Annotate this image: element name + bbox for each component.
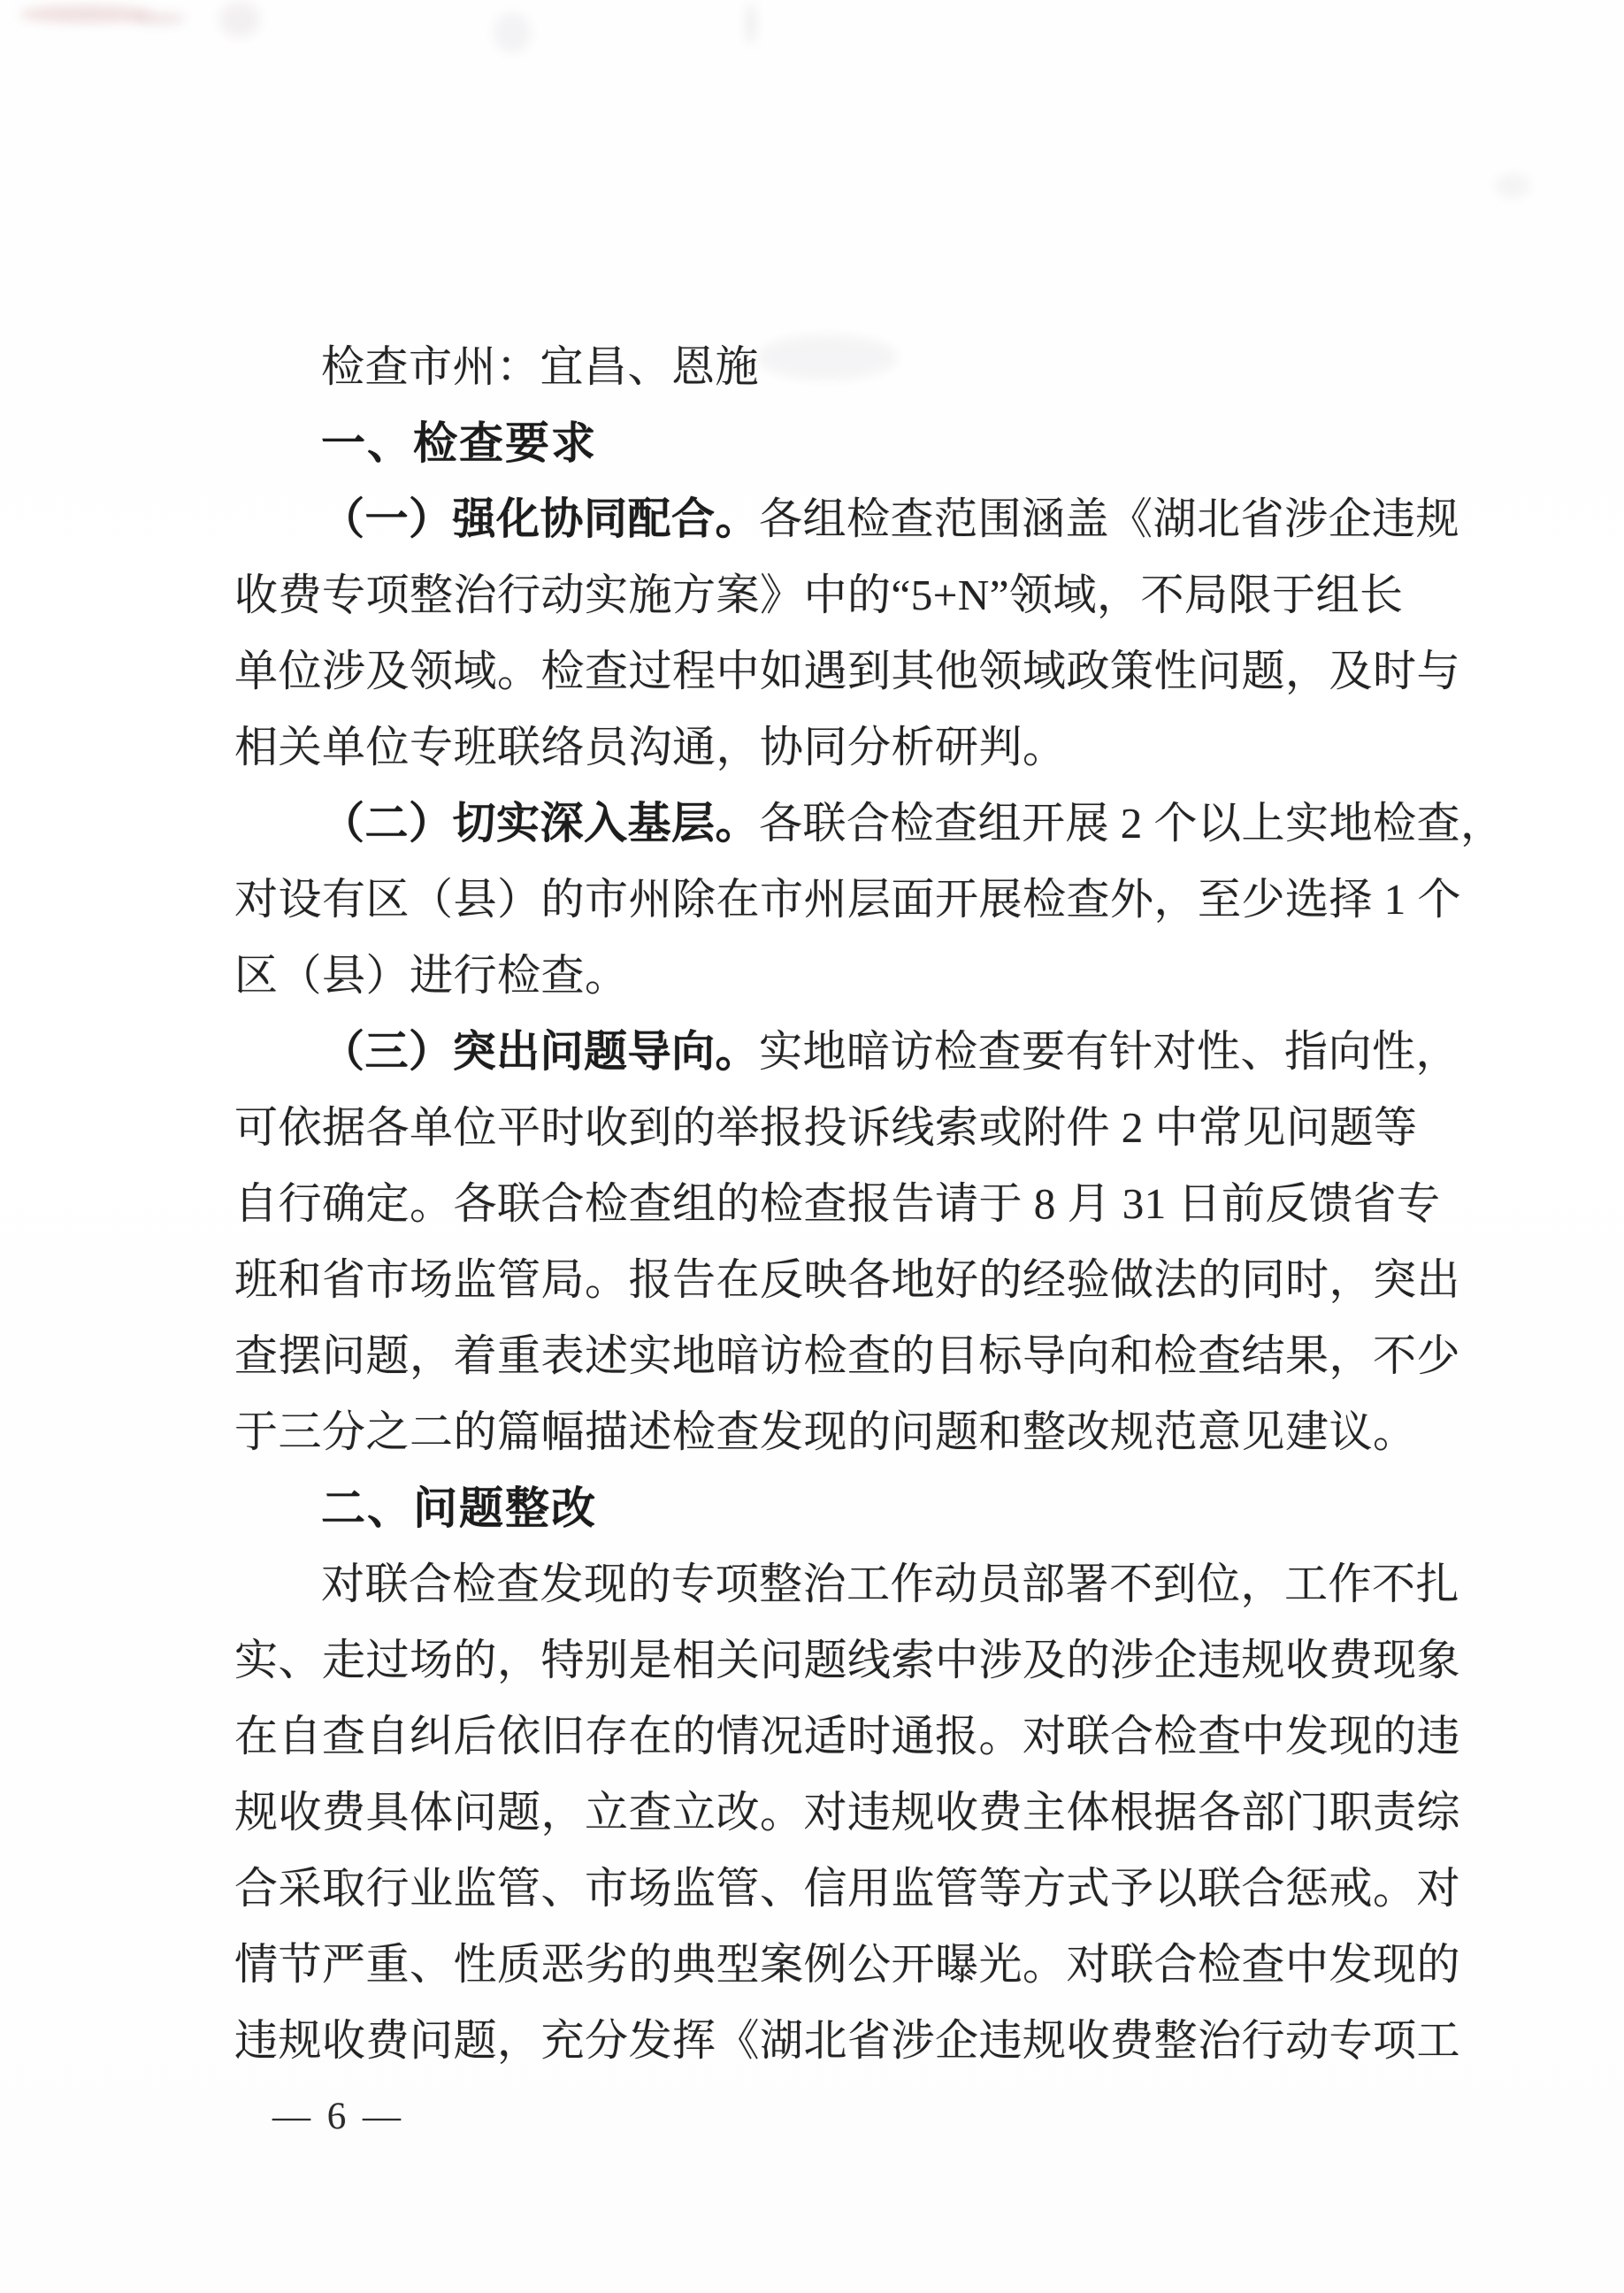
- doc-line: [234, 633, 1461, 709]
- line-text: 班和省市场监管局。报告在反映各地好的经验做法的同时，突出: [234, 1255, 1461, 1304]
- line-text: 查摆问题，着重表述实地暗访检查的目标导向和检查结果，不少: [234, 1331, 1461, 1380]
- doc-line: [234, 1394, 1420, 1470]
- lead-in-bold: （二）切实深入基层。: [321, 799, 760, 847]
- scan-artifact: [494, 12, 531, 53]
- line-text: 违规收费问题，充分发挥《湖北省涉企违规收费整治行动专项工: [234, 2016, 1461, 2065]
- doc-line: [234, 2003, 1461, 2079]
- section-1-heading: [234, 405, 1420, 481]
- line-text: 实地暗访检查要有针对性、指向性，: [759, 1027, 1460, 1076]
- inspection-cities-line: [234, 329, 1420, 405]
- doc-line: [234, 557, 1420, 633]
- line-text: 可依据各单位平时收到的举报投诉线索或附件 2 中常见问题等: [234, 1103, 1418, 1152]
- doc-line: [234, 938, 1420, 1014]
- line-text: 在自查自纠后依旧存在的情况适时通报。对联合检查中发现的违: [234, 1712, 1461, 1760]
- scan-artifact: [1495, 173, 1530, 198]
- doc-line: [234, 1699, 1461, 1775]
- line-text: 对设有区（县）的市州除在市州层面开展检查外，至少选择 1 个: [234, 875, 1462, 924]
- doc-line: [234, 1775, 1461, 1851]
- doc-line: [234, 481, 1460, 557]
- doc-line: [234, 1166, 1441, 1242]
- doc-line: [234, 1927, 1461, 2003]
- heading-text: 一、检查要求: [321, 418, 597, 468]
- line-text: 实、走过场的，特别是相关问题线索中涉及的涉企违规收费现象: [234, 1636, 1461, 1684]
- doc-line: [234, 1090, 1420, 1166]
- doc-line: [234, 1546, 1460, 1622]
- section-2-heading: [234, 1470, 1420, 1546]
- line-text: 自行确定。各联合检查组的检查报告请于 8 月 31 日前反馈省专: [234, 1179, 1441, 1228]
- line-text: 对联合检查发现的专项整治工作动员部署不到位，工作不扎: [321, 1560, 1460, 1608]
- lead-in-bold: （三）突出问题导向。: [321, 1027, 760, 1076]
- line-text: 于三分之二的篇幅描述检查发现的问题和整改规范意见建议。: [234, 1407, 1417, 1456]
- heading-text: 二、问题整改: [321, 1484, 597, 1533]
- doc-line: [234, 1851, 1461, 1927]
- body-text: [234, 329, 1505, 2079]
- lead-in-bold: （一）强化协同配合。: [321, 495, 760, 543]
- doc-line: [234, 709, 1420, 786]
- line-text: 合采取行业监管、市场监管、信用监管等方式予以联合惩戒。对: [234, 1864, 1461, 1913]
- line-text: 相关单位专班联络员沟通，协同分析研判。: [234, 723, 1067, 771]
- scan-artifact: [19, 5, 152, 23]
- line-text: 各组检查范围涵盖《湖北省涉企违规: [759, 495, 1460, 543]
- line-text: 单位涉及领域。检查过程中如遇到其他领域政策性问题，及时与: [234, 647, 1461, 695]
- scan-artifact: [746, 4, 756, 44]
- scan-artifact: [131, 12, 186, 25]
- scan-artifact: [219, 2, 260, 37]
- line-text: 各联合检查组开展 2 个以上实地检查，: [759, 799, 1505, 847]
- doc-line: [234, 1318, 1461, 1394]
- line-text: 情节严重、性质恶劣的典型案例公开曝光。对联合检查中发现的: [234, 1940, 1461, 1989]
- line-text: 收费专项整治行动实施方案》中的“5+N”领域，不局限于组长: [234, 571, 1404, 619]
- line-text: 区（县）进行检查。: [234, 951, 629, 1000]
- doc-line: [234, 786, 1505, 862]
- line-text: 规收费具体问题，立查立改。对违规收费主体根据各部门职责综: [234, 1788, 1461, 1837]
- doc-line: [234, 1014, 1460, 1090]
- line-text: 检查市州：宜昌、恩施: [321, 342, 760, 391]
- doc-line: [234, 862, 1462, 938]
- doc-line: [234, 1622, 1461, 1699]
- page-number: — 6 —: [272, 2096, 404, 2137]
- doc-line: [234, 1242, 1461, 1318]
